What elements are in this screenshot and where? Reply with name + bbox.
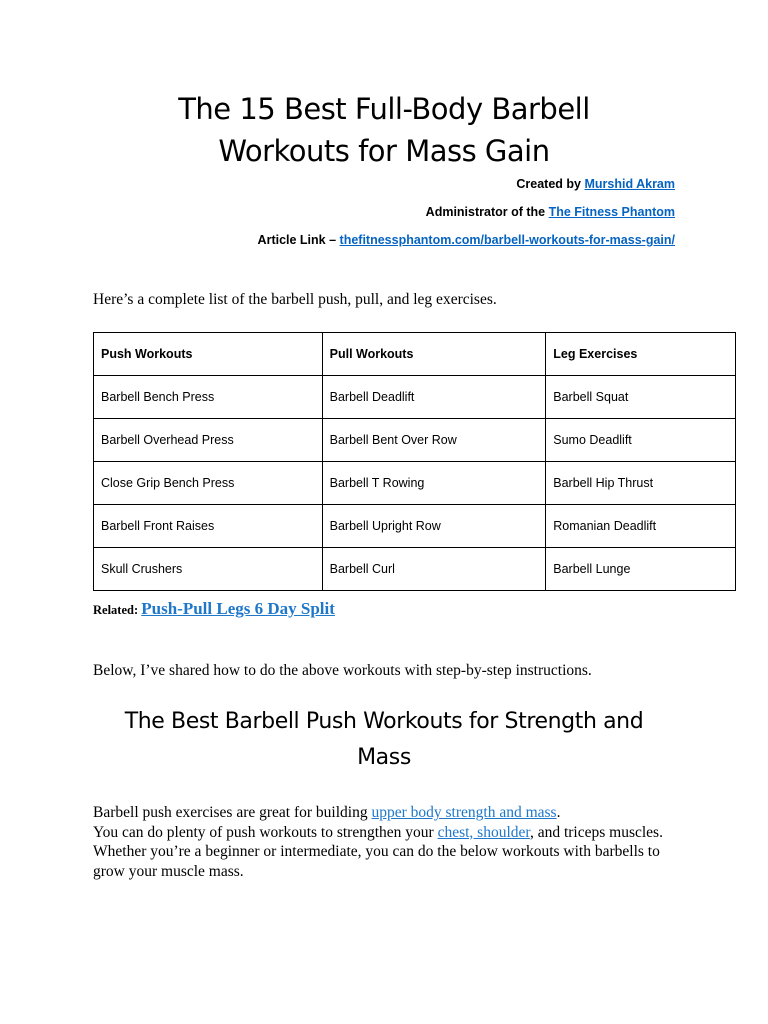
table-cell: Romanian Deadlift <box>546 505 736 548</box>
related-label: Related: <box>93 603 142 617</box>
administrator-label: Administrator of the <box>425 205 549 219</box>
author-link[interactable]: Murshid Akram <box>584 177 675 191</box>
table-row <box>94 376 736 419</box>
table-cell: Barbell Curl <box>322 548 546 591</box>
table-cell: Barbell Overhead Press <box>94 419 323 462</box>
header-push-workouts: Push Workouts <box>94 333 323 376</box>
created-by-line <box>516 176 675 192</box>
body-text: Barbell push exercises are great for building <box>93 804 372 821</box>
table-cell: Barbell Deadlift <box>322 376 546 419</box>
table-row <box>94 419 736 462</box>
body-text: . <box>556 804 561 821</box>
header-leg-exercises: Leg Exercises <box>546 333 736 376</box>
page-title-line-1: The 15 Best Full-Body Barbell <box>178 92 590 126</box>
table-cell: Barbell Upright Row <box>322 505 546 548</box>
table-cell: Close Grip Bench Press <box>94 462 323 505</box>
chest-shoulder-link[interactable]: chest, shoulder <box>437 823 530 841</box>
section-heading-line-1: The Best Barbell Push Workouts for Strength and <box>124 709 644 734</box>
table-cell: Sumo Deadlift <box>546 419 736 462</box>
table-cell: Barbell Bench Press <box>94 376 323 419</box>
exercise-table <box>93 332 736 591</box>
upper-body-strength-link[interactable]: upper body strength and mass <box>371 804 557 821</box>
related-line <box>93 599 335 619</box>
related-link[interactable]: Push-Pull Legs 6 Day Split <box>141 599 335 618</box>
table-cell: Barbell Hip Thrust <box>546 462 736 505</box>
table-header-row <box>94 333 736 376</box>
section-body <box>93 803 693 881</box>
body-text: You can do plenty of push workouts to strengthen your <box>93 823 438 841</box>
article-link-line <box>258 232 675 248</box>
table-cell: Skull Crushers <box>94 548 323 591</box>
below-paragraph: Below, I’ve shared how to do the above workouts with step-by-step instructions. <box>93 662 592 679</box>
page-title-line-2: Workouts for Mass Gain <box>218 134 550 168</box>
section-heading-line-2: Mass <box>357 745 411 770</box>
header-pull-workouts: Pull Workouts <box>322 333 546 376</box>
body-paragraph-3: Whether you’re a beginner or intermediate, you can do the below workouts with barbells to grow your muscle mass. <box>93 843 660 880</box>
page-title <box>0 88 768 172</box>
body-paragraph-2 <box>93 823 693 843</box>
body-text: , and triceps muscles. <box>529 823 663 841</box>
section-heading <box>0 704 768 776</box>
table-row <box>94 462 736 505</box>
table-cell: Barbell Bent Over Row <box>322 419 546 462</box>
table-cell: Barbell T Rowing <box>322 462 546 505</box>
administrator-line <box>426 204 675 220</box>
table-cell: Barbell Front Raises <box>94 505 323 548</box>
table-row <box>94 548 736 591</box>
article-link[interactable]: thefitnessphantom.com/barbell-workouts-for-mass-gain/ <box>339 233 675 247</box>
site-link[interactable]: The Fitness Phantom <box>548 205 675 219</box>
body-paragraph-1 <box>93 803 693 823</box>
table-cell: Barbell Lunge <box>546 548 736 591</box>
article-link-label: Article Link – <box>257 233 340 247</box>
table-row <box>94 505 736 548</box>
table-cell: Barbell Squat <box>546 376 736 419</box>
intro-paragraph: Here’s a complete list of the barbell push, pull, and leg exercises. <box>93 291 497 308</box>
created-by-label: Created by <box>516 177 585 191</box>
